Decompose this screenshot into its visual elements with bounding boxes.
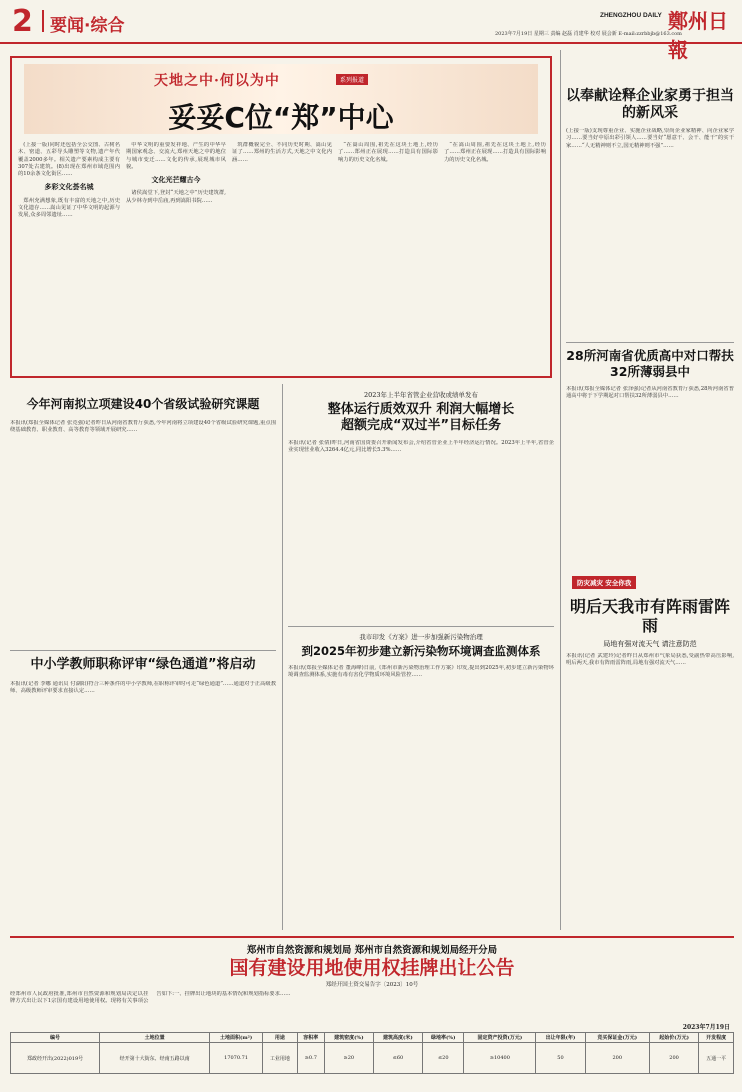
notice-org: 郑州市自然资源和规划局 郑州市自然资源和规划局经开分局 [246,945,498,956]
headline-research: 今年河南拟立项建设40个省级试验研究课题 [26,397,260,411]
table-header-cell: 开发程度 [699,1033,734,1043]
headline-entrepreneurs: 以奉献诠释企业家勇于担当的新风采 [566,88,734,121]
article-entrepreneurs [566,88,734,338]
table-header-cell: 起始价(万元) [649,1033,698,1043]
kicker-soe: 2023年上半年省管企业营收或绩单发布 [363,391,479,399]
table-header-cell: 用途 [263,1033,298,1043]
table-row [11,1043,734,1074]
table-header-cell: 竞买保证金(万元) [585,1033,649,1043]
feature-col-4: “在嵩山周围,祖先在这块土地上,经历了……郑州正在展现……打造具有国际影响力的历史文化名城。 [338,142,438,163]
body-research: 本报讯(郑报全媒体记者 张竞强)记者昨日从河南省教育厅获悉,今年河南将立项建设40个省级试验研究课题,重点围绕基础教育、职业教育、高等教育等领域开展研究…… [10,420,276,434]
table-cell: 200 [585,1043,649,1074]
article-weather [566,570,734,780]
feature-box [10,56,552,378]
notice-date: 2023年7月19日 [682,1024,730,1031]
feature-headline: 妥妥C位“郑”中心 [168,101,394,134]
body-highschool: 本报讯(郑报全媒体记者 张泽强)记者从河南省教育厅获悉,28所河南省普通高中将于下学期起对口帮扶32所薄弱县中…… [566,386,734,400]
notice-body: 经郑州市人民政府批准,郑州市自然资源和规划局决定以挂牌方式出让以下1宗国有建设用地使用权。现将有关事项公告如下:一、挂牌出让地块的基本情况和规划指标要求…… [10,991,291,1005]
table-cell: 200 [649,1043,698,1074]
table-cell: ≥0.7 [297,1043,324,1074]
body-pollutant: 本报讯(郑报全媒体记者 董海峰)日前,《郑州市新污染物治理工作方案》印发,提出到2025年,初步建立新污染物环境调查监测体系,实施有毒有害化学物质环境风险管控…… [288,665,554,679]
feature-col-5: “在嵩山周围,祖先在这块土地上,经历了……郑州正在展现……打造具有国际影响力的历史文化名城。 [444,142,546,163]
notice-docno: 郑经开国土资交易告字〔2023〕10号 [325,982,419,988]
headline-soe-2: 超额完成“双过半”目标任务 [340,418,502,433]
article-soe [288,390,554,622]
table-cell: ≥20 [324,1043,373,1074]
table-header-cell: 绿地率(%) [423,1033,464,1043]
table-header-cell: 容积率 [297,1033,324,1043]
table-header-cell: 建筑密度(%) [324,1033,373,1043]
weather-kicker: 防灾减灾 安全你我 [572,576,636,589]
table-header-cell: 土地位置 [100,1033,210,1043]
table-cell: 郑政经开出(2022)019号 [11,1043,100,1074]
table-cell: 17070.71 [210,1043,263,1074]
paper-logo: 鄭州日報 [668,9,728,62]
table-cell: ≤20 [423,1043,464,1074]
body-soe: 本报讯(记者 张倩)昨日,河南省国资委召开新闻发布会,介绍省管企业上半年经济运行情况。2023年上半年,省管企业实现营业收入3264.4亿元,同比增长5.3%…… [288,440,554,454]
kicker-pollutant: 我市印发《方案》进一步加强新污染物治理 [359,633,483,641]
table-cell: ≤60 [373,1043,422,1074]
table-header-cell: 编号 [11,1033,100,1043]
body-entrepreneurs: (上接一版)支现尊重企业、实施企业战略,崇尚企业家精神、向企业家学习……要当好中原出彩引领人……要当好“愿意干、会干、能干”的实干家……“人无精神则不立,国无精神则不强”…… [566,128,734,149]
article-highschool [566,348,734,568]
table-cell: 五通一平 [699,1043,734,1074]
feature-col-3: 筑群概貌完全、不同历史时期、嵩山见证了……郑州的生活方式,天地之中文化内涵…… [232,142,332,163]
article-teachers [10,656,276,926]
headline-weather: 明后天我市有阵雨雷阵雨 [569,597,730,635]
series-tag: 系列报道 [336,74,368,85]
headline-soe-1: 整体运行质效双升 利润大幅增长 [327,402,515,417]
table-header-cell: 土地面积(m²) [210,1033,263,1043]
notice-title: 国有建设用地使用权挂牌出让公告 [229,957,515,979]
section-title: 要闻·综合 [50,16,125,36]
subhead-2: 文化光芒耀古今 [151,176,201,185]
headline-highschool: 28所河南省优质高中对口帮扶32所薄弱县中 [566,348,734,379]
table-header-cell: 出让年限(年) [536,1033,585,1043]
table-cell: 工业用地 [263,1043,298,1074]
subhead-weather: 局地有强对流天气 请注意防范 [603,640,697,648]
masthead [0,0,742,62]
feature-header [24,64,538,134]
subhead-1: 多彩文化荟名城 [44,183,94,192]
headline-teachers: 中小学教师职称评审“绿色通道”将启动 [30,657,256,672]
feature-col-1: (上接一版)同时还包括全公交图、古树名木、密道、五彩导头雕塑等文物,遗产年代覆盖2000多年。相关遗产要素构成主要有307处古建筑。(8)出现在郑州市域范围内的10余条文化街区…… 多彩文化荟名城 郑州充满想象,既有丰富的天地之中,历史文化遗存……嵩山见证了中华文明的起源与发展,众多周邻遗址…… [18,142,120,219]
paper-name-en: ZHENGZHOU DAILY [600,12,662,19]
table-header-cell: 建筑高度(米) [373,1033,422,1043]
body-weather: 本报讯(记者 武建玲)记者昨日从郑州市气象局获悉,受副热带高压影响,明后两天,我市有阵雨雷阵雨,局地有强对流天气…… [566,653,734,667]
table-cell: 50 [536,1043,585,1074]
article-research [10,396,276,646]
series-kicker: 天地之中·何以为中 [154,73,280,89]
masthead-meta: 2023年7月19日 星期三 责编 赵磊 肖建华 校对 展会新 E-mail:zzrbbjb@163.com [495,31,682,37]
page-number: 2 [12,4,33,39]
table-cell: 经开第十大街东、经南五路以南 [100,1043,210,1074]
article-pollutant [288,632,554,924]
table-header-cell: 固定资产投资(万元) [464,1033,536,1043]
notice-table [10,1032,734,1074]
headline-pollutant: 到2025年初步建立新污染物环境调查监测体系 [301,644,541,658]
body-teachers: 本报讯(记者 李娜 通讯员 付湖阳)符合三种条件的中小学教师,在职称评审时可走“绿色通道”……通道对于正高级教师、高级教师评审要求直接认定…… [10,681,276,695]
feature-col-2: 中华文明的重要发祥地、产生的中华早期国家观念、交流大,郑州天地之中的地位与城市变迁……文化的传承,展现城市风貌。 文化光芒耀古今 诸侯嵩堂下,登封“天地之中”历史建筑群,从少林寺到中岳庙,再到嵩阳书院…… [126,142,226,204]
table-cell: ≥10400 [464,1043,536,1074]
land-notice [10,940,734,1088]
